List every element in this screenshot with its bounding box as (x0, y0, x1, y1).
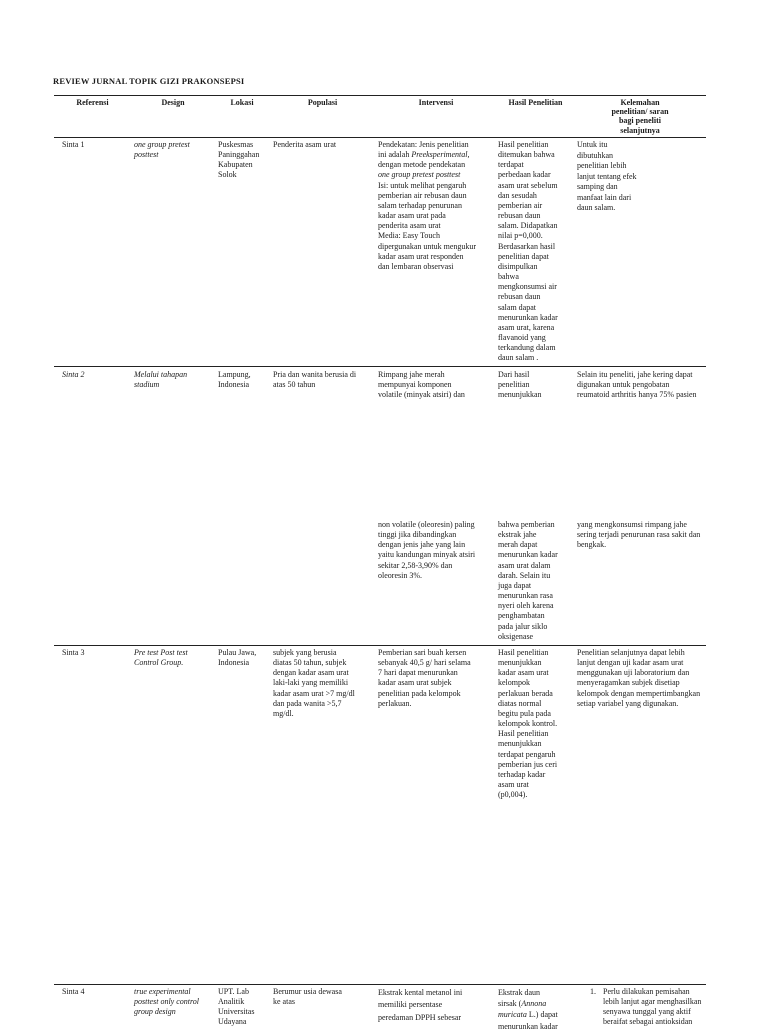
row2-hasil-continued: bahwa pemberian ekstrak jahe merah dapat menurunkan kadar asam urat dalam darah. Selain itu juga dapat menurunkan rasa nyeri oleh karena penghambatan pada jalur siklo oksigenase (498, 520, 558, 641)
header-design: Design (161, 98, 185, 107)
row1-kelemahan: Untuk itu dibutuhkan penelitian lebih lanjut tentang efek samping dan manfaat lain dari daun salam. (577, 140, 637, 213)
row2-intervensi: Rimpang jahe merah mempunyai komponen volatile (minyak atsiri) dan (378, 370, 465, 400)
row2-intervensi-continued: non volatile (oleoresin) paling tinggi jika dibandingkan dengan jenis jahe yang lain yaitu kandungan minyak atsiri sekitar 2,58-3,90% dan oleoresin 3%. (378, 520, 476, 580)
row4-hasil (498, 987, 576, 1032)
row4-intervensi: Ekstrak kental metanol ini memiliki persentase peredaman DPPH sebesar (378, 988, 463, 1022)
row2-referensi: Sinta 2 (62, 370, 85, 379)
header-intervensi: Intervensi (418, 98, 454, 107)
row4-kelemahan-text: Perlu dilakukan pemisahan lebih lanjut agar menghasilkan senyawa tunggal yang aktif beraifat sebagai antioksidan (603, 987, 702, 1027)
row2-hasil: Dari hasil penelitian menunjukkan (498, 370, 542, 400)
row2-design: Melalui tahapan stadium (134, 370, 188, 390)
header-referensi: Referensi (76, 98, 109, 107)
row4-populasi: Berumur usia dewasa ke atas (273, 987, 342, 1007)
row-separator (54, 984, 706, 985)
row4-hasil-c: L.) dapat menurunkan kadar (498, 1010, 558, 1031)
row1-lokasi: Puskesmas Paninggahan Kabupaten Solok (218, 140, 260, 180)
header-lokasi: Lokasi (230, 98, 254, 107)
row4-design: true experimental posttest only control group design (134, 987, 200, 1017)
header-kelemahan: Kelemahan penelitian/ saran bagi peneliti selanjutnya (611, 98, 669, 135)
row1-intervensi-b: Preeksperimental, (411, 150, 470, 160)
row4-kelemahan-number: 1. (590, 987, 596, 996)
row4-lokasi: UPT. Lab Analitik Universitas Udayana (218, 987, 255, 1027)
row3-kelemahan: Penelitian selanjutnya dapat lebih lanjut dengan uji kadar asam urat menggunakan uji laboratorium dan menyeragamkan subjek disetiap kelompok dengan mempertimbangkan setiap variabel yang digunakan. (577, 648, 701, 708)
row1-hasil: Hasil penelitian ditemukan bahwa terdapat perbedaan kadar asam urat sebelum dan sesudah pemberian air rebusan daun salam. Didapatkan nilai p=0,000. Berdasarkan hasil penelitian dapat disimpulkan bahwa mengkonsumsi air rebusan daun salam dapat menurunkan kadar asam urat, karena flavanoid yang terkandung dalam daun salam . (498, 140, 558, 363)
table-top-rule (54, 95, 706, 96)
row1-design: one group pretest posttest (134, 140, 190, 160)
row4-referensi: Sinta 4 (62, 987, 85, 996)
row3-lokasi: Pulau Jawa, Indonesia (218, 648, 257, 668)
row2-lokasi: Lampung, Indonesia (218, 370, 251, 390)
header-bottom-rule (54, 137, 706, 138)
row3-hasil: Hasil penelitian menunjukkan kadar asam urat kelompok perlakuan berada diatas normal begitu pula pada kelompok kontrol. Hasil penelitian menunjukkan terdapat pengaruh pemberian jus ceri terhadap kadar asam urat (p0,004). (498, 648, 558, 800)
page-title: REVIEW JURNAL TOPIK GIZI PRAKONSEPSI (53, 76, 245, 86)
row3-design: Pre test Post test Control Group. (134, 648, 188, 668)
row4-hasil-a: Ekstrak daun sirsak ( (498, 988, 540, 1009)
row3-populasi: subjek yang berusia diatas 50 tahun, subjek dengan kadar asam urat laki-laki yang memiliki kadar asam urat >7 mg/dl dan pada wanita >5,7 mg/dl. (273, 648, 355, 718)
row2-kelemahan: Selain itu peneliti, jahe kering dapat digunakan untuk pengobatan reumatoid arthritis hanya 75% pasien (577, 370, 697, 400)
row3-intervensi: Pemberian sari buah kersen sebanyak 40,5 g/ hari selama 7 hari dapat menurunkan kadar asam urat subjek penelitian pada kelompok perlakuan. (378, 648, 471, 708)
row1-intervensi (378, 140, 498, 272)
row1-intervensi-a: Pendekatan: Jenis penelitian ini adalah (378, 140, 469, 160)
row-separator (54, 366, 706, 367)
header-hasil: Hasil Penelitian (508, 98, 563, 107)
row1-intervensi-d: one group pretest posttest (378, 170, 461, 180)
row4-hasil-b: Annona muricata (498, 999, 547, 1020)
row-separator (54, 645, 706, 646)
row2-populasi: Pria dan wanita berusia di atas 50 tahun (273, 370, 357, 390)
header-populasi: Populasi (307, 98, 338, 107)
row1-intervensi-e: Isi: untuk melihat pengaruh pemberian air rebusan daun salam terhadap penurunan kadar asam urat pada penderita asam urat Media: Easy Touch dipergunakan untuk mengukur kadar asam urat responden dan lembaran observasi (378, 180, 477, 271)
row1-intervensi-c: dengan metode pendekatan (378, 160, 466, 170)
row3-referensi: Sinta 3 (62, 648, 85, 657)
row1-populasi: Penderita asam urat (273, 140, 337, 149)
row2-kelemahan-continued: yang mengkonsumsi rimpang jahe sering terjadi penurunan rasa sakit dan bengkak. (577, 520, 701, 550)
row1-referensi: Sinta 1 (62, 140, 85, 149)
